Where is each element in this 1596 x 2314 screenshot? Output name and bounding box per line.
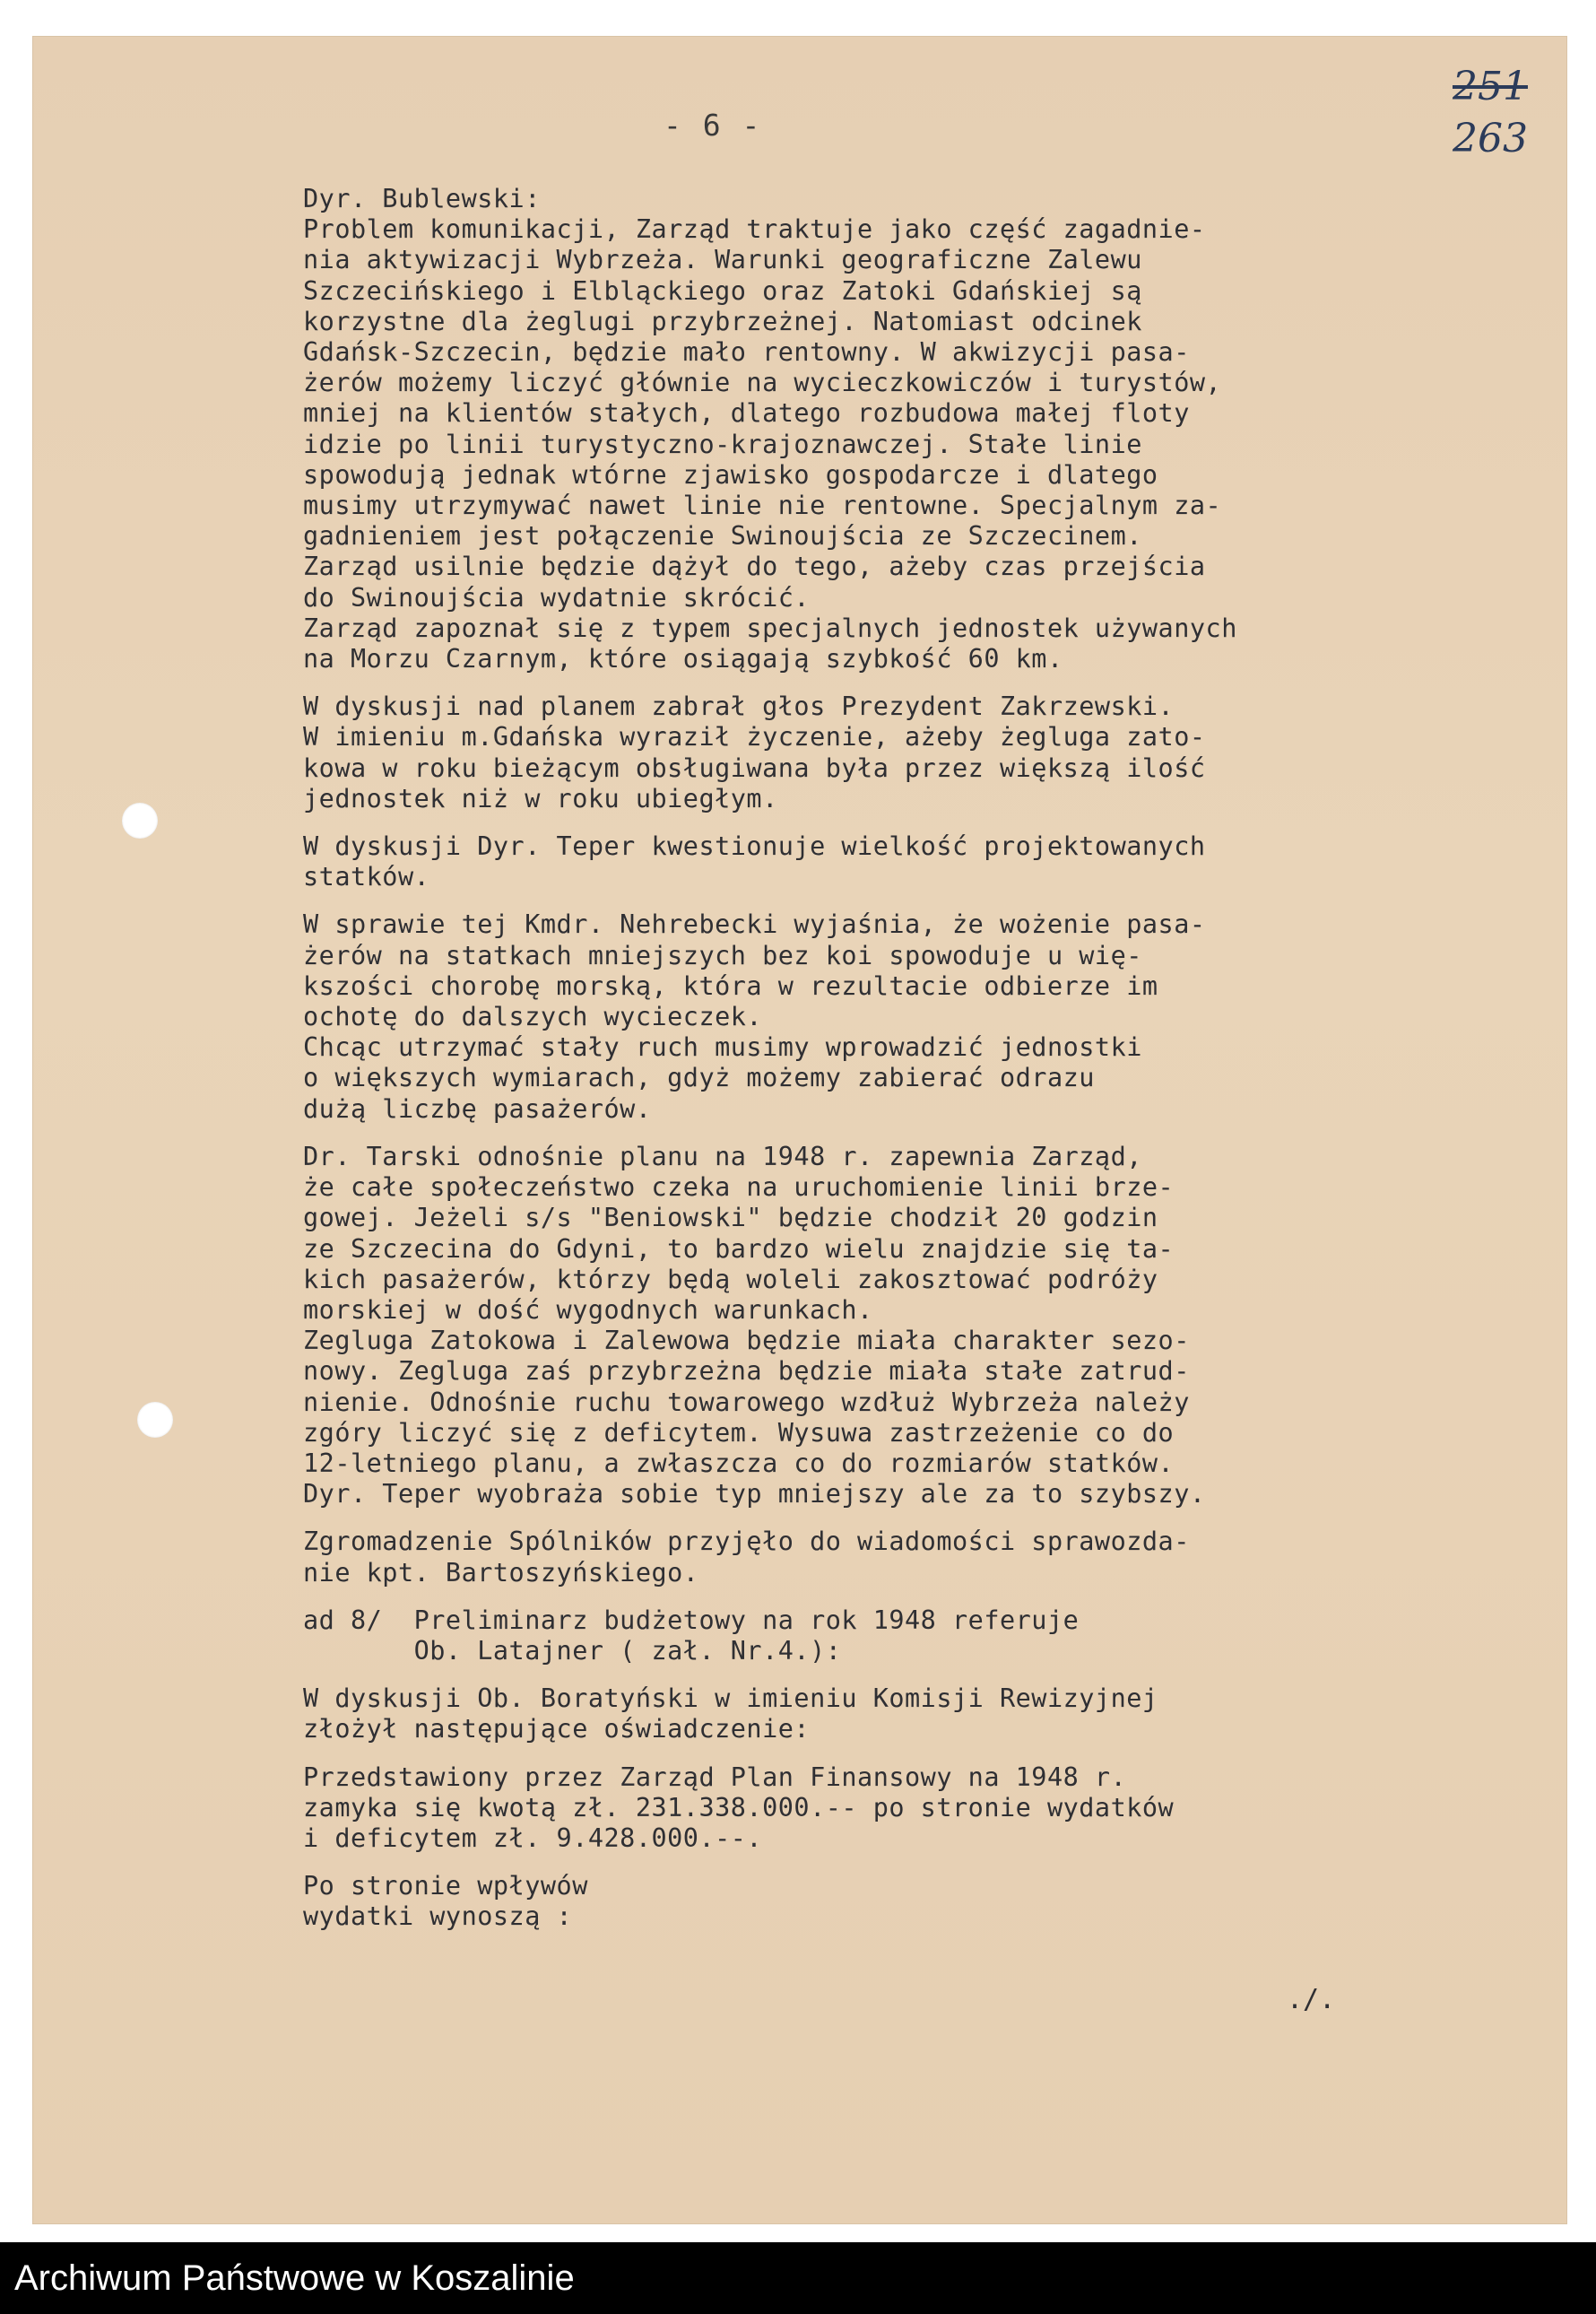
punch-hole — [122, 803, 158, 839]
text-line: Zegluga Zatokowa i Zalewowa będzie miała charakter sezo- — [303, 1326, 1190, 1356]
text-line: Problem komunikacji, Zarząd traktuje jako część zagadnie- — [303, 214, 1206, 245]
text-line: gadnieniem jest połączenie Swinoujścia ze Szczecinem. — [303, 521, 1142, 552]
text-line: Zarząd usilnie będzie dążył do tego, ażeby czas przejścia — [303, 552, 1206, 582]
text-line: mniej na klientów stałych, dlatego rozbudowa małej floty — [303, 398, 1190, 429]
text-line: żerów możemy liczyć głównie na wycieczkowiczów i turystów, — [303, 368, 1222, 398]
text-line: W dyskusji Ob. Boratyński w imieniu Komisji Rewizyjnej — [303, 1683, 1158, 1714]
text-line: musimy utrzymywać nawet linie nie rentowne. Specjalnym za- — [303, 491, 1222, 521]
paragraph — [303, 184, 1415, 674]
text-line: W dyskusji Dyr. Teper kwestionuje wielkość projektowanych — [303, 831, 1206, 862]
paragraph — [303, 831, 1415, 892]
paragraph — [303, 1762, 1415, 1855]
agenda-item-paragraph — [303, 1605, 1415, 1666]
text-line: Dyr. Bublewski: — [303, 184, 541, 213]
continuation-mark: ./. — [1287, 1984, 1336, 2015]
punch-hole — [137, 1402, 173, 1438]
page-number: - 6 - — [664, 108, 762, 143]
text-line: dużą liczbę pasażerów. — [303, 1093, 652, 1124]
text-line: ze Szczecina do Gdyni, to bardzo wielu znajdzie się ta- — [303, 1233, 1175, 1264]
text-line: jednostek niż w roku ubiegłym. — [303, 783, 778, 813]
text-line: nienie. Odnośnie ruchu towarowego wzdłuż Wybrzeża należy — [303, 1387, 1190, 1417]
paragraph — [303, 1683, 1415, 1744]
text-line: W imieniu m.Gdańska wyraził życzenie, ażeby żegluga zato- — [303, 722, 1206, 752]
text-line: korzystne dla żeglugi przybrzeżnej. Natomiast odcinek — [303, 306, 1142, 336]
text-line: Chcąc utrzymać stały ruch musimy wprowadzić jednostki — [303, 1032, 1142, 1063]
text-line: nia aktywizacji Wybrzeża. Warunki geograficzne Zalewu — [303, 245, 1142, 275]
archive-footer: Archiwum Państwowe w Koszalinie — [0, 2242, 1596, 2314]
text-line: wydatki wynoszą : — [303, 1901, 573, 1932]
text-line: Zgromadzenie Spólników przyjęło do wiadomości sprawozda- — [303, 1527, 1190, 1557]
text-line: Po stronie wpływów — [303, 1871, 588, 1901]
text-line: W sprawie tej Kmdr. Nehrebecki wyjaśnia, że wożenie pasa- — [303, 909, 1206, 940]
paragraph — [303, 909, 1415, 1124]
paragraph — [303, 692, 1415, 814]
text-line: gowej. Jeżeli s/s "Beniowski" będzie chodził 20 godzin — [303, 1203, 1158, 1233]
text-line: że całe społeczeństwo czeka na uruchomienie linii brze- — [303, 1172, 1175, 1203]
text-line: zgóry liczyć się z deficytem. Wysuwa zastrzeżenie co do — [303, 1417, 1175, 1448]
paragraph — [303, 1527, 1415, 1588]
text-line: złożył następujące oświadczenie: — [303, 1714, 811, 1744]
text-line: żerów na statkach mniejszych bez koi spowoduje u wię- — [303, 940, 1142, 970]
text-line: Dyr. Teper wyobraża sobie typ mniejszy ale za to szybszy. — [303, 1479, 1206, 1509]
text-line: zamyka się kwotą zł. 231.338.000.-- po stronie wydatków — [303, 1792, 1175, 1822]
text-line: i deficytem zł. 9.428.000.--. — [303, 1822, 763, 1853]
text-line: na Morzu Czarnym, które osiągają szybkość 60 km. — [303, 644, 1063, 674]
text-line: Dr. Tarski odnośnie planu na 1948 r. zapewnia Zarząd, — [303, 1141, 1142, 1171]
text-line: ochotę do dalszych wycieczek. — [303, 1002, 763, 1032]
paragraph — [303, 1871, 1415, 1932]
text-line: kich pasażerów, którzy będą woleli zakosztować podróży — [303, 1264, 1158, 1294]
paragraph — [303, 1142, 1415, 1509]
text-line: kszości chorobę morską, która w rezultacie odbierze im — [303, 970, 1158, 1001]
text-line: nie kpt. Bartoszyńskiego. — [303, 1557, 699, 1588]
text-line: Przedstawiony przez Zarząd Plan Finansowy na 1948 r. — [303, 1762, 1127, 1792]
text-line: o większych wymiarach, gdyż możemy zabierać odrazu — [303, 1063, 1095, 1093]
text-line: morskiej w dość wygodnych warunkach. — [303, 1294, 873, 1325]
text-line: nowy. Zegluga zaś przybrzeżna będzie miała stałe zatrud- — [303, 1356, 1190, 1387]
text-line: 12-letniego planu, a zwłaszcza co do rozmiarów statków. — [303, 1448, 1175, 1478]
text-line: Ob. Latajner ( zał. Nr.4.): — [303, 1635, 842, 1666]
archive-number-crossed: 251 — [1453, 64, 1528, 109]
text-line: ad 8/ Preliminarz budżetowy na rok 1948 referuje — [303, 1605, 1080, 1635]
text-line: W dyskusji nad planem zabrał głos Prezydent Zakrzewski. — [303, 692, 1175, 722]
text-line: do Swinoujścia wydatnie skrócić. — [303, 582, 811, 613]
text-line: Szczecińskiego i Elbląckiego oraz Zatoki Gdańskiej są — [303, 275, 1142, 306]
text-line: Zarząd zapoznał się z typem specjalnych jednostek używanych — [303, 613, 1237, 643]
archive-number-current: 263 — [1453, 116, 1528, 161]
document-body — [303, 184, 1415, 1950]
text-line: idzie po linii turystyczno-krajoznawczej. Stałe linie — [303, 429, 1142, 459]
text-line: spowodują jednak wtórne zjawisko gospodarcze i dlatego — [303, 459, 1158, 490]
archive-number-annotation — [1453, 61, 1528, 165]
text-line: Gdańsk-Szczecin, będzie mało rentowny. W akwizycji pasa- — [303, 337, 1190, 368]
text-line: kowa w roku bieżącym obsługiwana była przez większą ilość — [303, 752, 1206, 783]
text-line: statków. — [303, 862, 430, 892]
